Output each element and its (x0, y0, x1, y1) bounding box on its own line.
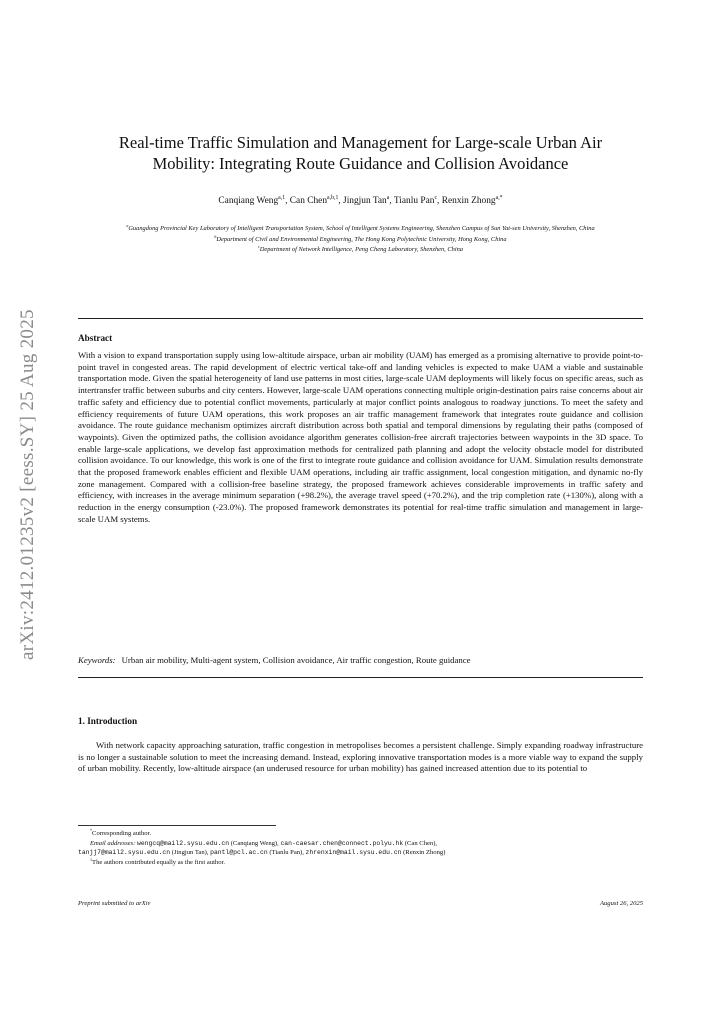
email-link[interactable]: wengcq@mail2.sysu.edu.cn (137, 839, 230, 847)
footnote-equal-contribution: $^1$The authors contributed equally as the first author. (90, 856, 225, 866)
affiliation: $^a$Guangdong Provincial Key Laboratory of Intelligent Transportation System, School of Intelligent Systems Engineering, Shenzhen Campus of Sun Yat-sen University, Shenzhen, China (126, 222, 595, 232)
title-line-1: Real-time Traffic Simulation and Management for Large-scale Urban Air (118, 133, 603, 152)
section-heading: 1. Introduction (78, 716, 138, 726)
email-link[interactable]: pantl@pcl.ac.cn (210, 849, 268, 857)
keywords-label: Keywords: (78, 655, 116, 665)
introduction-paragraph: With network capacity approaching saturation, traffic congestion in metropolises becomes a persistent challenge. Simply expanding roadway infrastructure is no longer a sustainable solution to meet the increasing demand. Instead, exploring innovative transportation modes is a more viable way to expand the supply of urban mobility. Recently, low-altitude airspace (an underused resource for urban mobility) has gained increased attention due to its potential to (78, 740, 643, 774)
author: Renxin Zhong$^{a,*}$ (441, 194, 503, 206)
keywords-line (78, 655, 643, 665)
affiliation: $^b$Department of Civil and Environmental Engineering, The Hong Kong Polytechnic University, Hong Kong, China (214, 233, 507, 243)
keywords-text: Urban air mobility, Multi-agent system, Collision avoidance, Air traffic congestion, Route guidance (121, 655, 471, 665)
arxiv-identifier-stamp: arXiv:2412.01235v2 [eess.SY] 25 Aug 2025 (17, 309, 38, 660)
paper-title (78, 132, 643, 174)
author: Can Chen$^{a,b,1}$ (289, 194, 339, 206)
title-line-2: Mobility: Integrating Route Guidance and Collision Avoidance (152, 154, 569, 173)
page-footer (78, 900, 643, 907)
footer-date: August 26, 2025 (599, 900, 643, 907)
email-link[interactable]: tanjj7@mail2.sysu.edu.cn (78, 849, 171, 857)
abstract-top-rule (78, 318, 643, 319)
abstract-bottom-rule (78, 677, 643, 678)
footer-preprint-note: Preprint submitted to arXiv (78, 900, 151, 907)
footnote-emails-cont: tanjj7@mail2.sysu.edu.cn (Jingjun Tan), pantl@pcl.ac.cn (Tianlu Pan), zhrenxin@mail.sysu.edu.cn (Renxin Zhong) (78, 849, 446, 857)
footnote-emails: Email addresses: wengcq@mail2.sysu.edu.cn (Canqiang Weng), can-caesar.chen@connect.polyu.hk (Can Chen), (90, 839, 438, 847)
email-link[interactable]: can-caesar.chen@connect.polyu.hk (280, 839, 404, 847)
author: Jingjun Tan$^a$ (343, 194, 390, 206)
abstract-heading: Abstract (78, 333, 113, 343)
author-list: Canqiang Weng$^{a,1}$, Can Chen$^{a,b,1}$, Jingjun Tan$^a$, Tianlu Pan$^c$, Renxin Zhong$^{a,*}$ (218, 194, 503, 206)
affiliation: $^c$Department of Network Intelligence, Peng Cheng Laboratory, Shenzhen, China (258, 243, 463, 253)
abstract-body: With a vision to expand transportation supply using low-altitude airspace, urban air mobility (UAM) has emerged as a promising alternative to provide point-to-point travel in congested areas. The rapid development of electric vertical take-off and landing vehicles is expected to make UAM a viable and sustainable transportation mode. Given the spatial heterogeneity of land use patterns in most cities, large-scale UAM deployments will likely focus on specific areas, such as intertransfer traffic between suburbs and city centers. However, large-scale UAM operations connecting multiple origin-destination pairs raise concerns about air traffic safety and efficiency due to potential conflict movements, particularly at major conflict points analogous to roadway junctions. To meet the safety and efficiency requirements of future UAM operations, this work proposes an air traffic management framework that integrates route guidance and collision avoidance. The route guidance mechanism optimizes aircraft distribution across both spatial and temporal dimensions by regulating their paths (composed of waypoints). Given the optimized paths, the collision avoidance algorithm generates collision-free aircraft trajectories between waypoints in the 3D space. To enable large-scale applications, we develop fast approximation methods for centralized path planning and adopt the velocity obstacle model for distributed collision avoidance. To our knowledge, this work is one of the first to integrate route guidance and collision avoidance for UAM. Simulation results demonstrate that the proposed framework enables efficient and flexible UAM operations, including air traffic assignment, local congestion mitigation, and dynamic no-fly zone management. Compared with a collision-free baseline strategy, the proposed framework achieves considerable improvements in traffic safety and efficiency, with increases in the average minimum separation (+98.2%), the average travel speed (+70.2%), and the trip completion rate (+130%), along with a reduction in the energy consumption (-23.0%). The proposed framework demonstrates its potential for real-time traffic simulation and management in large-scale UAM systems. (78, 350, 643, 524)
author: Tianlu Pan$^c$ (393, 194, 438, 206)
footnotes (78, 829, 643, 867)
footnote-rule (78, 825, 276, 826)
email-link[interactable]: zhrenxin@mail.sysu.edu.cn (305, 849, 402, 857)
affiliation-list (78, 224, 643, 256)
author: Canqiang Weng$^{a,1}$ (218, 194, 286, 206)
footnote-corresponding: *Corresponding author. (90, 827, 152, 837)
